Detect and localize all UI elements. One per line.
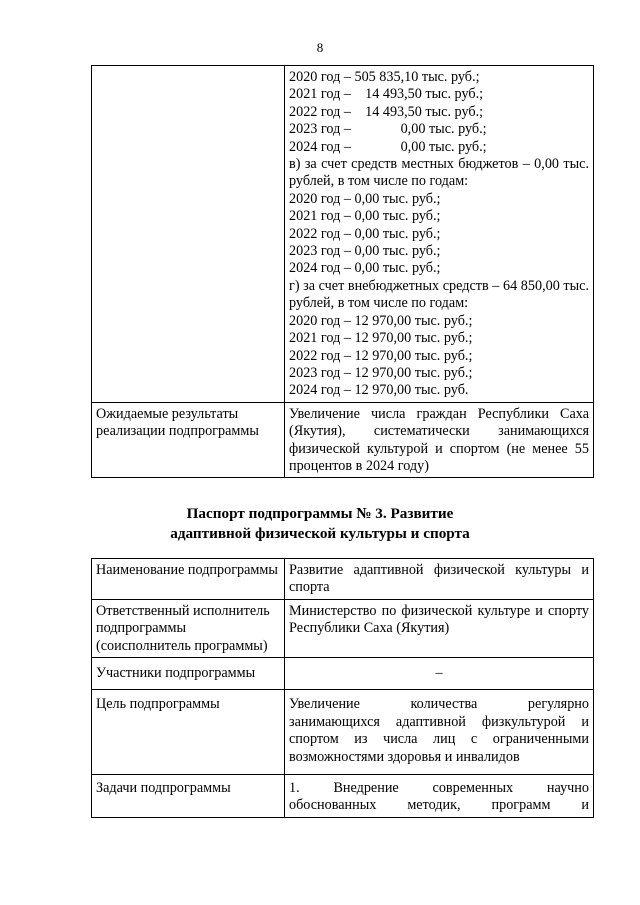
table-row — [92, 658, 594, 690]
table-row — [92, 66, 594, 403]
row-label: Участники подпрограммы — [92, 658, 285, 690]
funding-line: 2022 год – 0,00 тыс. руб.; — [289, 225, 441, 242]
funding-line: 2023 год – 0,00 тыс. руб.; — [289, 243, 441, 260]
funding-line: 2021 год – 14 493,50 тыс. руб.; — [289, 86, 484, 103]
funding-line: 2021 год – 0,00 тыс. руб.; — [289, 208, 441, 225]
row-value: Министерство по физической культуре и спорту Республики Саха (Якутия) — [285, 599, 594, 657]
table-row — [92, 775, 594, 818]
table-row — [92, 559, 594, 600]
section-heading-line2: адаптивной физической культуры и спорта — [170, 525, 470, 542]
funding-line: 2022 год – 12 970,00 тыс. руб.; — [289, 347, 473, 364]
row-value: – — [285, 658, 594, 690]
section-heading-line1: Паспорт подпрограммы № 3. Развитие — [186, 505, 454, 522]
funding-line: 2020 год – 0,00 тыс. руб.; — [289, 190, 441, 207]
results-value: Увеличение числа граждан Республики Саха (Якутия), систематически занимающихся физической культурой и спортом (не менее 55 процентов в 2024 году) — [285, 402, 594, 478]
funding-line: 2023 год – 12 970,00 тыс. руб.; — [289, 364, 473, 381]
row-value: Развитие адаптивной физической культуры и спорта — [285, 559, 594, 600]
subprogram-passport-table — [91, 558, 594, 818]
row-label: Задачи подпрограммы — [92, 775, 285, 818]
table-row — [92, 690, 594, 775]
funding-line: 2024 год – 0,00 тыс. руб.; — [289, 138, 487, 155]
results-label: Ожидаемые результаты реализации подпрограммы — [92, 402, 285, 478]
row-label: Наименование подпрограммы — [92, 559, 285, 600]
funding-line: 2022 год – 14 493,50 тыс. руб.; — [289, 103, 484, 120]
local-budget-intro: в) за счет средств местных бюджетов – 0,00 тыс. рублей, в том числе по годам: — [289, 156, 589, 190]
table-row — [92, 402, 594, 478]
funding-line: 2020 год – 505 835,10 тыс. руб.; — [289, 69, 480, 85]
row-label: Ответственный исполнитель подпрограммы (соисполнитель программы) — [92, 599, 285, 657]
row-value: 1. Внедрение современных научно обоснованных методик, программ и — [285, 775, 594, 818]
empty-label-cell — [92, 66, 285, 403]
funding-line: 2024 год – 0,00 тыс. руб.; — [289, 260, 441, 277]
row-label: Цель подпрограммы — [92, 690, 285, 775]
table-row — [92, 599, 594, 657]
funding-table-continued — [91, 65, 594, 478]
page-number: 8 — [316, 40, 324, 55]
funding-line: 2020 год – 12 970,00 тыс. руб.; — [289, 312, 473, 329]
funding-line: 2021 год – 12 970,00 тыс. руб.; — [289, 330, 473, 347]
funding-line: 2024 год – 12 970,00 тыс. руб. — [289, 382, 469, 399]
row-value: Увеличение количества регулярно занимающихся адаптивной физкультурой и спортом из числа лиц с ограниченными возможностями здоровья и инвалидов — [285, 690, 594, 775]
funding-line: 2023 год – 0,00 тыс. руб.; — [289, 121, 487, 138]
extrabudget-intro: г) за счет внебюджетных средств – 64 850,00 тыс. рублей, в том числе по годам: — [289, 277, 589, 312]
funding-cell — [285, 66, 594, 403]
